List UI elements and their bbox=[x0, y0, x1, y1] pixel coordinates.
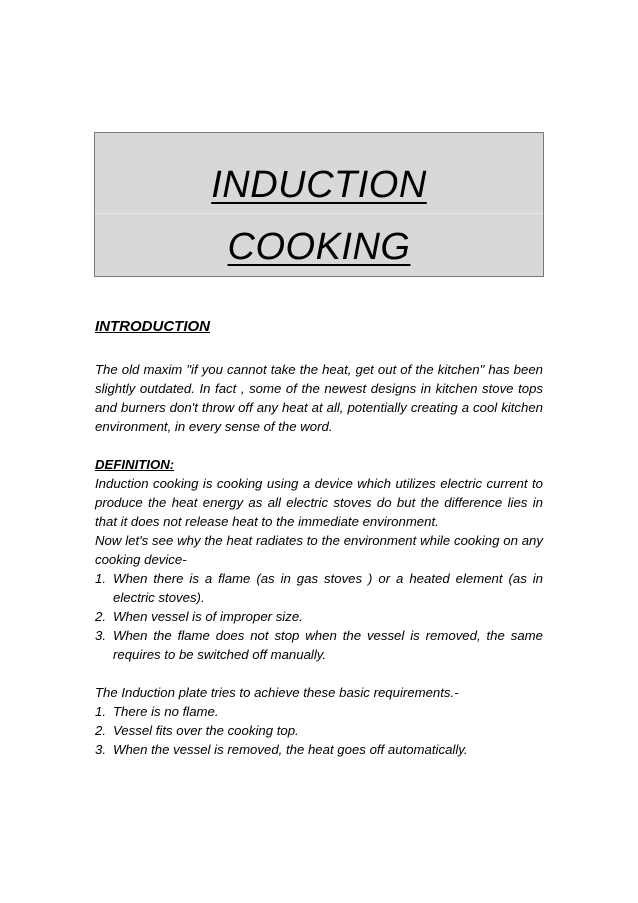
requirements-list bbox=[95, 702, 543, 759]
requirements-intro: The Induction plate tries to achieve these basic requirements.- bbox=[95, 685, 459, 700]
title-box-divider bbox=[95, 213, 543, 214]
introduction-heading: INTRODUCTION bbox=[95, 318, 210, 335]
list-item: 2. Vessel fits over the cooking top. bbox=[95, 723, 299, 738]
list-item: 3. When the vessel is removed, the heat goes off automatically. bbox=[95, 742, 468, 757]
list-item: 2. When vessel is of improper size. bbox=[95, 609, 303, 624]
document-body bbox=[95, 316, 543, 759]
list-item: 3. When the flame does not stop when the vessel is removed, the same requires to be switched off manually. bbox=[95, 628, 543, 662]
title-line-2: COOKING bbox=[227, 226, 411, 268]
definition-paragraph-1: Induction cooking is cooking using a device which utilizes electric current to produce the heat energy as all electric stoves do but the difference lies in that it does not release heat to the immediate environment. bbox=[95, 476, 543, 529]
definition-list bbox=[95, 569, 543, 664]
definition-heading: DEFINITION: bbox=[95, 457, 175, 472]
list-item: 1. There is no flame. bbox=[95, 704, 219, 719]
introduction-paragraph: The old maxim "if you cannot take the heat, get out of the kitchen" has been slightly outdated. In fact , some of the newest designs in kitchen stove tops and burners don't throw off any heat at all, potentially creating a cool kitchen environment, in every sense of the word. bbox=[95, 362, 543, 434]
definition-paragraph-2: Now let's see why the heat radiates to the environment while cooking on any cooking device- bbox=[95, 533, 543, 567]
list-item: 1. When there is a flame (as in gas stoves ) or a heated element (as in electric stoves). bbox=[95, 571, 543, 605]
title-line-1: INDUCTION bbox=[211, 164, 427, 206]
